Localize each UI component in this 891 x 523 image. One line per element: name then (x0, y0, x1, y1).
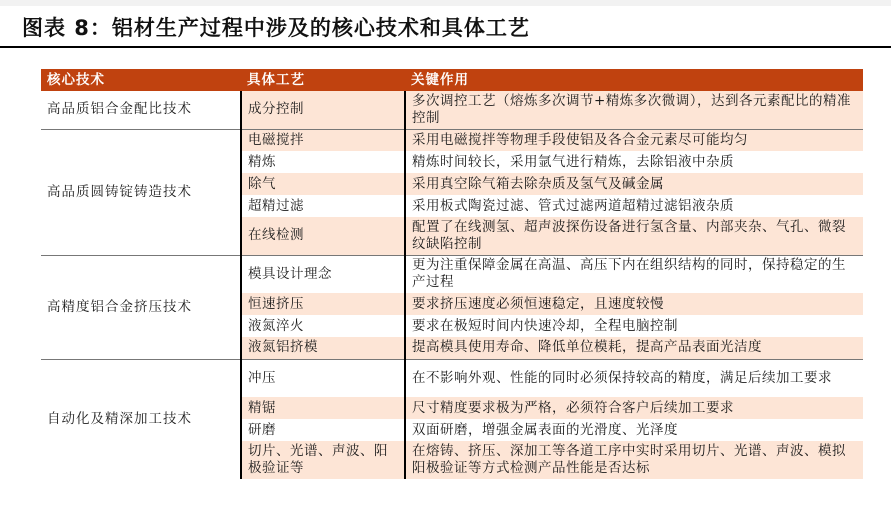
category-cell: 高品质圆铸锭铸造技术 (41, 129, 241, 255)
process-cell: 研磨 (241, 419, 405, 441)
effect-cell: 提高模具使用寿命、降低单位模耗，提高产品表面光洁度 (405, 337, 863, 359)
effect-cell: 多次调控工艺（熔炼多次调节+精炼多次微调），达到各元素配比的精准控制 (405, 91, 863, 129)
effect-cell: 采用电磁搅拌等物理手段使铝及各合金元素尽可能均匀 (405, 129, 863, 151)
effect-cell: 采用真空除气箱去除杂质及氢气及碱金属 (405, 173, 863, 195)
title-rule (0, 46, 891, 48)
process-cell: 精锯 (241, 397, 405, 419)
effect-cell: 双面研磨，增强金属表面的光滑度、光泽度 (405, 419, 863, 441)
table-row (41, 359, 863, 397)
process-cell: 除气 (241, 173, 405, 195)
effect-cell: 尺寸精度要求极为严格，必须符合客户后续加工要求 (405, 397, 863, 419)
process-cell: 超精过滤 (241, 195, 405, 217)
process-cell: 在线检测 (241, 217, 405, 255)
process-cell: 液氮淬火 (241, 315, 405, 337)
category-cell: 高品质铝合金配比技术 (41, 91, 241, 129)
effect-cell: 要求在极短时间内快速冷却，全程电脑控制 (405, 315, 863, 337)
process-cell: 模具设计理念 (241, 255, 405, 293)
category-cell: 自动化及精深加工技术 (41, 359, 241, 479)
effect-cell: 采用板式陶瓷过滤、管式过滤两道超精过滤铝液杂质 (405, 195, 863, 217)
process-cell: 恒速挤压 (241, 293, 405, 315)
effect-cell: 在不影响外观、性能的同时必须保持较高的精度，满足后续加工要求 (405, 359, 863, 397)
process-cell: 成分控制 (241, 91, 405, 129)
table-row (41, 91, 863, 129)
effect-cell: 在熔铸、挤压、深加工等各道工序中实时采用切片、光谱、声波、模拟阳极验证等方式检测产品性能是否达标 (405, 441, 863, 479)
effect-cell: 更为注重保障金属在高温、高压下内在组织结构的同时，保持稳定的生产过程 (405, 255, 863, 293)
process-cell: 液氮铝挤模 (241, 337, 405, 359)
effect-cell: 精炼时间较长，采用氩气进行精炼，去除铝液中杂质 (405, 151, 863, 173)
table-row (41, 255, 863, 293)
table-row (41, 129, 863, 151)
figure-title: 图表 8：铝材生产过程中涉及的核心技术和具体工艺 (22, 16, 530, 40)
effect-cell: 配置了在线测氢、超声波探伤设备进行氢含量、内部夹杂、气孔、微裂纹缺陷控制 (405, 217, 863, 255)
effect-cell: 要求挤压速度必须恒速稳定，且速度较慢 (405, 293, 863, 315)
header-key-effect: 关键作用 (405, 69, 863, 91)
process-cell: 切片、光谱、声波、阳极验证等 (241, 441, 405, 479)
top-strip (0, 0, 891, 6)
header-process: 具体工艺 (241, 69, 405, 91)
header-row (41, 69, 863, 91)
technology-table (41, 69, 863, 479)
header-core-tech: 核心技术 (41, 69, 241, 91)
category-cell: 高精度铝合金挤压技术 (41, 255, 241, 359)
process-cell: 冲压 (241, 359, 405, 397)
process-cell: 精炼 (241, 151, 405, 173)
process-cell: 电磁搅拌 (241, 129, 405, 151)
